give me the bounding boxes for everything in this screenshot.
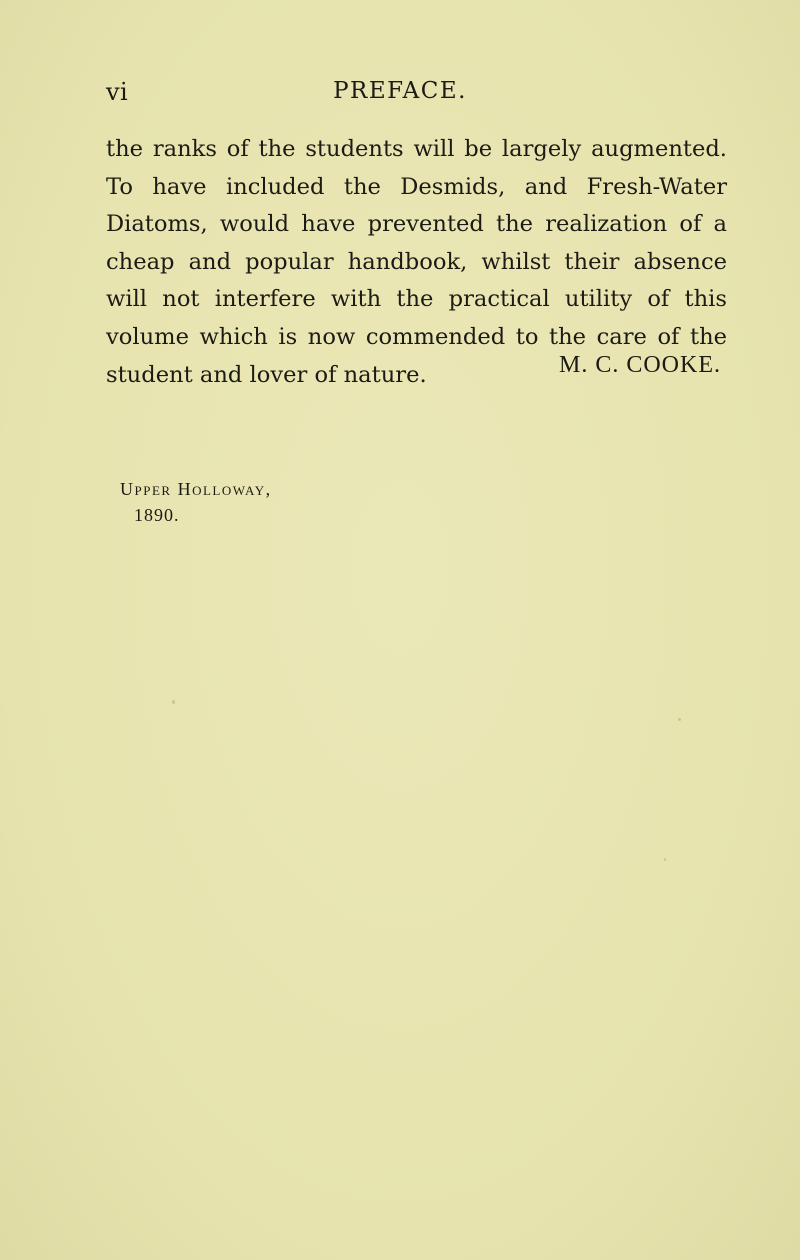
paper-speck <box>172 700 175 704</box>
text-line: cheap and popular handbook, whilst their absence <box>106 248 727 275</box>
text-line: the ranks of the students will be largely augmented. <box>106 136 727 162</box>
text-line: volume which is now commended to the care of the <box>106 323 727 350</box>
author-signature: M. C. COOKE. <box>558 352 721 378</box>
text-line: To have included the Desmids, and Fresh-Water <box>106 173 727 200</box>
running-title: PREFACE. <box>333 78 467 104</box>
page-header <box>106 78 694 112</box>
text-line: Diatoms, would have prevented the realization of a <box>106 211 727 238</box>
paper-speck <box>678 718 681 721</box>
text-line: will not interfere with the practical utility of this <box>106 286 727 313</box>
place-line: Upper Holloway, <box>120 479 272 499</box>
text-line: student and lover of nature. <box>106 361 427 388</box>
paper-speck <box>664 858 666 861</box>
year-line: 1890. <box>134 505 180 525</box>
page-number: vi <box>106 78 129 106</box>
